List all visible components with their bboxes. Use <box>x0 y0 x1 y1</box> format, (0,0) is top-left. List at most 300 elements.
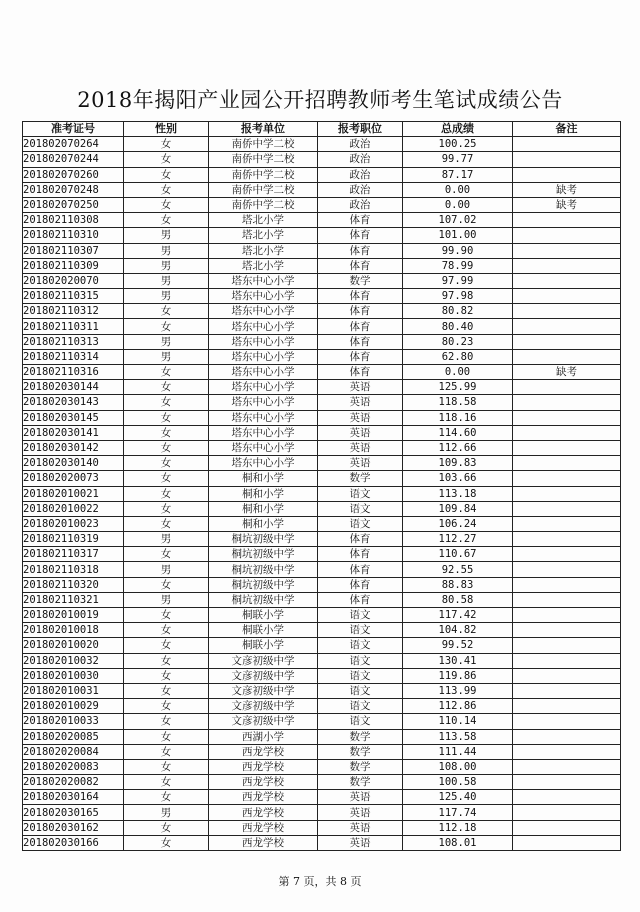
gender-cell: 女 <box>124 790 209 805</box>
table-row <box>23 243 621 258</box>
gender-cell: 女 <box>124 608 209 623</box>
note-cell <box>513 790 621 805</box>
score-cell: 100.58 <box>403 775 513 790</box>
exam-id-cell: 201802010021 <box>23 486 124 501</box>
score-cell: 97.99 <box>403 273 513 288</box>
exam-id-cell: 201802110313 <box>23 334 124 349</box>
subject-cell: 语文 <box>318 623 403 638</box>
subject-cell: 语文 <box>318 714 403 729</box>
exam-id-cell: 201802110308 <box>23 213 124 228</box>
subject-cell: 政治 <box>318 197 403 212</box>
score-cell: 80.23 <box>403 334 513 349</box>
exam-id-cell: 201802110311 <box>23 319 124 334</box>
subject-cell: 体育 <box>318 547 403 562</box>
gender-cell: 男 <box>124 805 209 820</box>
gender-cell: 男 <box>124 258 209 273</box>
subject-cell: 语文 <box>318 516 403 531</box>
score-cell: 103.66 <box>403 471 513 486</box>
subject-cell: 数学 <box>318 471 403 486</box>
exam-id-cell: 201802030162 <box>23 820 124 835</box>
exam-id-cell: 201802010019 <box>23 608 124 623</box>
gender-cell: 男 <box>124 243 209 258</box>
note-cell <box>513 516 621 531</box>
note-cell <box>513 425 621 440</box>
gender-cell: 男 <box>124 228 209 243</box>
gender-cell: 女 <box>124 167 209 182</box>
school-cell: 桐和小学 <box>209 501 318 516</box>
note-cell <box>513 608 621 623</box>
table-row <box>23 486 621 501</box>
gender-cell: 女 <box>124 182 209 197</box>
subject-cell: 语文 <box>318 638 403 653</box>
score-cell: 112.66 <box>403 440 513 455</box>
score-cell: 125.99 <box>403 380 513 395</box>
score-cell: 80.82 <box>403 304 513 319</box>
score-cell: 0.00 <box>403 197 513 212</box>
school-cell: 文彦初级中学 <box>209 714 318 729</box>
subject-cell: 英语 <box>318 395 403 410</box>
subject-cell: 数学 <box>318 729 403 744</box>
score-cell: 110.67 <box>403 547 513 562</box>
exam-id-cell: 201802110317 <box>23 547 124 562</box>
school-cell: 桐和小学 <box>209 516 318 531</box>
score-cell: 62.80 <box>403 349 513 364</box>
school-cell: 西龙学校 <box>209 805 318 820</box>
school-cell: 桐坑初级中学 <box>209 562 318 577</box>
score-cell: 111.44 <box>403 744 513 759</box>
score-cell: 101.00 <box>403 228 513 243</box>
note-cell <box>513 228 621 243</box>
table-row <box>23 623 621 638</box>
note-cell <box>513 759 621 774</box>
score-cell: 80.40 <box>403 319 513 334</box>
exam-id-cell: 201802110316 <box>23 365 124 380</box>
gender-cell: 女 <box>124 577 209 592</box>
subject-cell: 语文 <box>318 501 403 516</box>
gender-cell: 女 <box>124 775 209 790</box>
note-cell <box>513 744 621 759</box>
exam-id-cell: 201802110310 <box>23 228 124 243</box>
gender-cell: 女 <box>124 714 209 729</box>
score-cell: 112.18 <box>403 820 513 835</box>
table-row <box>23 729 621 744</box>
note-cell <box>513 501 621 516</box>
school-cell: 塔东中心小学 <box>209 349 318 364</box>
gender-cell: 女 <box>124 152 209 167</box>
subject-cell: 政治 <box>318 152 403 167</box>
school-cell: 文彦初级中学 <box>209 653 318 668</box>
note-cell <box>513 152 621 167</box>
subject-cell: 数学 <box>318 775 403 790</box>
table-row <box>23 547 621 562</box>
note-cell: 缺考 <box>513 182 621 197</box>
subject-cell: 英语 <box>318 790 403 805</box>
header-gender: 性别 <box>124 122 209 137</box>
score-cell: 113.18 <box>403 486 513 501</box>
note-cell <box>513 349 621 364</box>
exam-id-cell: 201802030143 <box>23 395 124 410</box>
note-cell <box>513 334 621 349</box>
note-cell: 缺考 <box>513 197 621 212</box>
table-row <box>23 137 621 152</box>
subject-cell: 数学 <box>318 744 403 759</box>
school-cell: 西龙学校 <box>209 744 318 759</box>
table-row <box>23 532 621 547</box>
table-row <box>23 608 621 623</box>
gender-cell: 男 <box>124 562 209 577</box>
gender-cell: 女 <box>124 425 209 440</box>
note-cell <box>513 456 621 471</box>
gender-cell: 女 <box>124 516 209 531</box>
subject-cell: 英语 <box>318 820 403 835</box>
score-table <box>22 121 621 851</box>
school-cell: 塔北小学 <box>209 258 318 273</box>
gender-cell: 男 <box>124 289 209 304</box>
gender-cell: 女 <box>124 440 209 455</box>
score-cell: 117.42 <box>403 608 513 623</box>
table-row <box>23 516 621 531</box>
subject-cell: 英语 <box>318 380 403 395</box>
score-cell: 92.55 <box>403 562 513 577</box>
school-cell: 塔北小学 <box>209 243 318 258</box>
subject-cell: 语文 <box>318 486 403 501</box>
gender-cell: 女 <box>124 365 209 380</box>
note-cell <box>513 683 621 698</box>
table-row <box>23 501 621 516</box>
score-cell: 109.83 <box>403 456 513 471</box>
subject-cell: 语文 <box>318 668 403 683</box>
exam-id-cell: 201802020083 <box>23 759 124 774</box>
exam-id-cell: 201802110312 <box>23 304 124 319</box>
table-row <box>23 714 621 729</box>
gender-cell: 女 <box>124 304 209 319</box>
school-cell: 文彦初级中学 <box>209 683 318 698</box>
gender-cell: 男 <box>124 532 209 547</box>
table-row <box>23 699 621 714</box>
table-row <box>23 319 621 334</box>
score-cell: 114.60 <box>403 425 513 440</box>
note-cell <box>513 213 621 228</box>
school-cell: 塔北小学 <box>209 213 318 228</box>
header-subject: 报考职位 <box>318 122 403 137</box>
subject-cell: 体育 <box>318 319 403 334</box>
score-cell: 113.99 <box>403 683 513 698</box>
exam-id-cell: 201802070244 <box>23 152 124 167</box>
score-cell: 119.86 <box>403 668 513 683</box>
table-row <box>23 759 621 774</box>
score-cell: 130.41 <box>403 653 513 668</box>
header-id: 准考证号 <box>23 122 124 137</box>
gender-cell: 女 <box>124 395 209 410</box>
note-cell <box>513 532 621 547</box>
score-cell: 109.84 <box>403 501 513 516</box>
subject-cell: 语文 <box>318 699 403 714</box>
score-cell: 80.58 <box>403 592 513 607</box>
school-cell: 桐和小学 <box>209 486 318 501</box>
exam-id-cell: 201802110315 <box>23 289 124 304</box>
school-cell: 塔东中心小学 <box>209 456 318 471</box>
score-cell: 118.58 <box>403 395 513 410</box>
subject-cell: 英语 <box>318 835 403 850</box>
school-cell: 南侨中学二校 <box>209 167 318 182</box>
table-row <box>23 289 621 304</box>
school-cell: 西龙学校 <box>209 775 318 790</box>
score-cell: 104.82 <box>403 623 513 638</box>
score-cell: 118.16 <box>403 410 513 425</box>
subject-cell: 英语 <box>318 456 403 471</box>
note-cell <box>513 668 621 683</box>
exam-id-cell: 201802110318 <box>23 562 124 577</box>
table-row <box>23 349 621 364</box>
table-row <box>23 410 621 425</box>
subject-cell: 政治 <box>318 137 403 152</box>
note-cell <box>513 289 621 304</box>
gender-cell: 男 <box>124 334 209 349</box>
exam-id-cell: 201802010020 <box>23 638 124 653</box>
note-cell: 缺考 <box>513 365 621 380</box>
school-cell: 塔东中心小学 <box>209 273 318 288</box>
table-row <box>23 365 621 380</box>
table-row <box>23 167 621 182</box>
gender-cell: 女 <box>124 623 209 638</box>
exam-id-cell: 201802010032 <box>23 653 124 668</box>
subject-cell: 体育 <box>318 532 403 547</box>
subject-cell: 政治 <box>318 167 403 182</box>
subject-cell: 语文 <box>318 608 403 623</box>
table-row <box>23 258 621 273</box>
note-cell <box>513 304 621 319</box>
score-cell: 117.74 <box>403 805 513 820</box>
note-cell <box>513 319 621 334</box>
exam-id-cell: 201802110307 <box>23 243 124 258</box>
subject-cell: 英语 <box>318 805 403 820</box>
table-row <box>23 638 621 653</box>
subject-cell: 数学 <box>318 273 403 288</box>
table-row <box>23 683 621 698</box>
school-cell: 塔东中心小学 <box>209 380 318 395</box>
score-cell: 108.00 <box>403 759 513 774</box>
exam-id-cell: 201802010022 <box>23 501 124 516</box>
gender-cell: 女 <box>124 319 209 334</box>
header-note: 备注 <box>513 122 621 137</box>
gender-cell: 男 <box>124 592 209 607</box>
exam-id-cell: 201802030141 <box>23 425 124 440</box>
header-score: 总成绩 <box>403 122 513 137</box>
score-cell: 87.17 <box>403 167 513 182</box>
subject-cell: 语文 <box>318 683 403 698</box>
table-row <box>23 197 621 212</box>
exam-id-cell: 201802110320 <box>23 577 124 592</box>
exam-id-cell: 201802030140 <box>23 456 124 471</box>
note-cell <box>513 775 621 790</box>
school-cell: 塔东中心小学 <box>209 365 318 380</box>
gender-cell: 女 <box>124 759 209 774</box>
table-row <box>23 425 621 440</box>
exam-id-cell: 201802030144 <box>23 380 124 395</box>
note-cell <box>513 592 621 607</box>
gender-cell: 女 <box>124 638 209 653</box>
school-cell: 文彦初级中学 <box>209 699 318 714</box>
exam-id-cell: 201802020084 <box>23 744 124 759</box>
table-row <box>23 334 621 349</box>
note-cell <box>513 805 621 820</box>
school-cell: 南侨中学二校 <box>209 152 318 167</box>
table-row <box>23 653 621 668</box>
school-cell: 桐坑初级中学 <box>209 577 318 592</box>
exam-id-cell: 201802020085 <box>23 729 124 744</box>
gender-cell: 女 <box>124 744 209 759</box>
exam-id-cell: 201802010018 <box>23 623 124 638</box>
subject-cell: 英语 <box>318 440 403 455</box>
exam-id-cell: 201802010029 <box>23 699 124 714</box>
table-row <box>23 395 621 410</box>
score-cell: 110.14 <box>403 714 513 729</box>
table-row <box>23 380 621 395</box>
note-cell <box>513 167 621 182</box>
subject-cell: 体育 <box>318 213 403 228</box>
exam-id-cell: 201802030166 <box>23 835 124 850</box>
subject-cell: 体育 <box>318 228 403 243</box>
subject-cell: 英语 <box>318 425 403 440</box>
exam-id-cell: 201802010031 <box>23 683 124 698</box>
gender-cell: 女 <box>124 699 209 714</box>
note-cell <box>513 471 621 486</box>
note-cell <box>513 380 621 395</box>
subject-cell: 体育 <box>318 365 403 380</box>
note-cell <box>513 273 621 288</box>
table-row <box>23 273 621 288</box>
exam-id-cell: 201802020070 <box>23 273 124 288</box>
exam-id-cell: 201802070250 <box>23 197 124 212</box>
table-row <box>23 456 621 471</box>
subject-cell: 体育 <box>318 577 403 592</box>
exam-id-cell: 201802020073 <box>23 471 124 486</box>
school-cell: 桐联小学 <box>209 608 318 623</box>
note-cell <box>513 243 621 258</box>
table-row <box>23 805 621 820</box>
page-footer: 第 7 页，共 8 页 <box>278 875 362 888</box>
table-row <box>23 304 621 319</box>
note-cell <box>513 410 621 425</box>
school-cell: 塔东中心小学 <box>209 334 318 349</box>
note-cell <box>513 729 621 744</box>
school-cell: 桐坑初级中学 <box>209 547 318 562</box>
subject-cell: 体育 <box>318 304 403 319</box>
table-row <box>23 577 621 592</box>
gender-cell: 女 <box>124 683 209 698</box>
gender-cell: 女 <box>124 380 209 395</box>
note-cell <box>513 577 621 592</box>
note-cell <box>513 562 621 577</box>
score-cell: 99.77 <box>403 152 513 167</box>
score-cell: 106.24 <box>403 516 513 531</box>
table-row <box>23 471 621 486</box>
exam-id-cell: 201802030145 <box>23 410 124 425</box>
subject-cell: 体育 <box>318 289 403 304</box>
table-row <box>23 592 621 607</box>
exam-id-cell: 201802030142 <box>23 440 124 455</box>
note-cell <box>513 440 621 455</box>
school-cell: 南侨中学二校 <box>209 197 318 212</box>
exam-id-cell: 201802010023 <box>23 516 124 531</box>
exam-id-cell: 201802070260 <box>23 167 124 182</box>
score-cell: 125.40 <box>403 790 513 805</box>
school-cell: 桐坑初级中学 <box>209 592 318 607</box>
table-row <box>23 440 621 455</box>
school-cell: 桐坑初级中学 <box>209 532 318 547</box>
score-cell: 97.98 <box>403 289 513 304</box>
exam-id-cell: 201802010033 <box>23 714 124 729</box>
subject-cell: 体育 <box>318 334 403 349</box>
note-cell <box>513 623 621 638</box>
exam-id-cell: 201802010030 <box>23 668 124 683</box>
table-body <box>23 137 621 851</box>
gender-cell: 女 <box>124 471 209 486</box>
school-cell: 塔东中心小学 <box>209 410 318 425</box>
gender-cell: 女 <box>124 835 209 850</box>
gender-cell: 女 <box>124 547 209 562</box>
gender-cell: 女 <box>124 653 209 668</box>
score-cell: 108.01 <box>403 835 513 850</box>
score-cell: 0.00 <box>403 365 513 380</box>
school-cell: 西龙学校 <box>209 820 318 835</box>
table-row <box>23 228 621 243</box>
table-row <box>23 182 621 197</box>
exam-id-cell: 201802070248 <box>23 182 124 197</box>
table-row <box>23 835 621 850</box>
subject-cell: 体育 <box>318 592 403 607</box>
school-cell: 塔东中心小学 <box>209 304 318 319</box>
note-cell <box>513 835 621 850</box>
school-cell: 塔东中心小学 <box>209 440 318 455</box>
table-row <box>23 562 621 577</box>
gender-cell: 女 <box>124 501 209 516</box>
table-row <box>23 668 621 683</box>
subject-cell: 数学 <box>318 759 403 774</box>
subject-cell: 体育 <box>318 243 403 258</box>
subject-cell: 体育 <box>318 349 403 364</box>
school-cell: 西龙学校 <box>209 759 318 774</box>
table-row <box>23 744 621 759</box>
school-cell: 塔东中心小学 <box>209 395 318 410</box>
score-cell: 78.99 <box>403 258 513 273</box>
exam-id-cell: 201802110319 <box>23 532 124 547</box>
note-cell <box>513 820 621 835</box>
school-cell: 文彦初级中学 <box>209 668 318 683</box>
note-cell <box>513 258 621 273</box>
school-cell: 塔北小学 <box>209 228 318 243</box>
table-header-row <box>23 122 621 137</box>
school-cell: 西龙学校 <box>209 790 318 805</box>
score-cell: 112.86 <box>403 699 513 714</box>
note-cell <box>513 486 621 501</box>
subject-cell: 语文 <box>318 653 403 668</box>
page-title: 2018年揭阳产业园公开招聘教师考生笔试成绩公告 <box>77 88 563 112</box>
note-cell <box>513 137 621 152</box>
subject-cell: 体育 <box>318 258 403 273</box>
note-cell <box>513 653 621 668</box>
school-cell: 桐联小学 <box>209 623 318 638</box>
school-cell: 桐联小学 <box>209 638 318 653</box>
school-cell: 塔东中心小学 <box>209 289 318 304</box>
note-cell <box>513 699 621 714</box>
gender-cell: 女 <box>124 137 209 152</box>
school-cell: 南侨中学二校 <box>209 182 318 197</box>
exam-id-cell: 201802110309 <box>23 258 124 273</box>
note-cell <box>513 547 621 562</box>
gender-cell: 女 <box>124 410 209 425</box>
school-cell: 西龙学校 <box>209 835 318 850</box>
